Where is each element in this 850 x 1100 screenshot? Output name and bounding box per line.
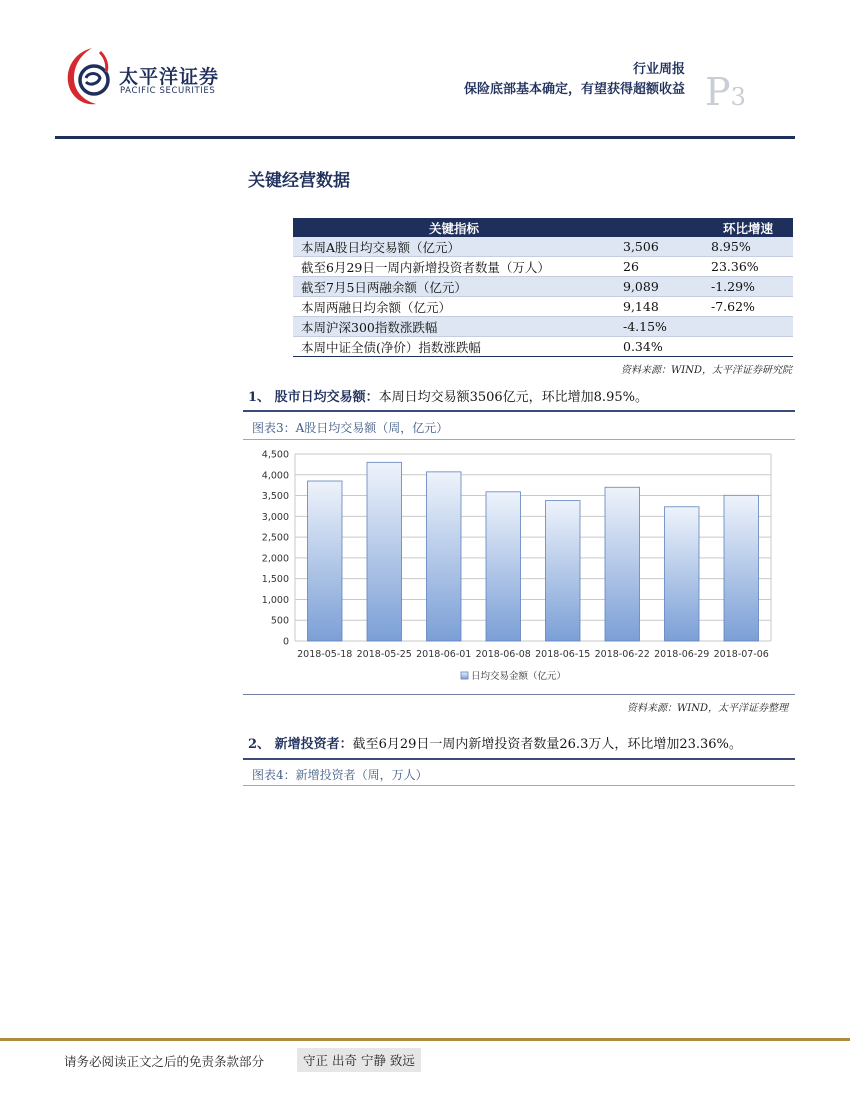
table-row — [293, 317, 793, 337]
footer-motto: 守正 出奇 宁静 致远 — [297, 1048, 421, 1072]
x-tick-label: 2018-06-22 — [594, 649, 650, 660]
paragraph-trading-volume — [248, 386, 648, 405]
paragraph-text: 截至6月29日一周内新增投资者数量26.3万人，环比增加23.36%。 — [352, 737, 742, 752]
indicator-cell: 本周中证全债(净价）指数涨跌幅 — [293, 337, 615, 357]
chart-gridlines — [295, 454, 771, 641]
figure4-caption: 图表4：新增投资者（周，万人） — [252, 768, 428, 782]
table-row — [293, 337, 793, 357]
section-title: 关键经营数据 — [248, 171, 350, 191]
brand-name-cn: 太平洋证券 — [119, 66, 220, 88]
change-cell: 8.95% — [703, 237, 793, 257]
logo-icon — [62, 44, 114, 108]
table-row — [293, 257, 793, 277]
value-cell: 26 — [615, 257, 703, 277]
value-cell: 0.34% — [615, 337, 703, 357]
y-tick-label: 4,000 — [261, 470, 289, 482]
bar — [367, 462, 402, 641]
value-cell: 9,148 — [615, 297, 703, 317]
change-cell — [703, 317, 793, 337]
y-tick-label: 1,500 — [261, 574, 289, 586]
indicator-cell: 截至7月5日两融余额（亿元） — [293, 277, 615, 297]
key-data-table — [293, 218, 793, 357]
page-number — [705, 72, 746, 117]
figure4-top-rule — [243, 758, 795, 760]
y-tick-label: 1,000 — [261, 594, 289, 606]
page-letter: P — [705, 70, 731, 114]
chart-source: 资料来源：WIND，太平洋证券整理 — [627, 703, 788, 714]
header-divider — [55, 136, 795, 139]
y-tick-label: 2,000 — [261, 553, 289, 565]
x-tick-label: 2018-06-08 — [475, 649, 531, 660]
report-title: 保险底部基本确定，有望获得超额收益 — [463, 82, 685, 97]
y-tick-label: 0 — [282, 636, 289, 648]
footer-disclaimer: 请务必阅读正文之后的免责条款部分 — [64, 1054, 265, 1069]
table-row — [293, 237, 793, 257]
x-tick-label: 2018-07-06 — [713, 649, 769, 660]
header-value — [615, 218, 703, 237]
paragraph-text: 本周日均交易额3506亿元，环比增加8.95%。 — [378, 390, 648, 405]
x-tick-label: 2018-05-25 — [356, 649, 412, 660]
x-tick-label: 2018-06-15 — [535, 649, 591, 660]
table-source: 资料来源：WIND，太平洋证券研究院 — [621, 365, 792, 376]
legend-swatch — [461, 672, 468, 679]
indicator-cell: 截至6月29日一周内新增投资者数量（万人） — [293, 257, 615, 277]
table-row — [293, 277, 793, 297]
table-header-row — [293, 218, 793, 237]
table-row — [293, 297, 793, 317]
value-cell: 3,506 — [615, 237, 703, 257]
bar — [664, 507, 699, 641]
header-change: 环比增速 — [703, 218, 793, 237]
page-digit: 3 — [730, 83, 746, 111]
figure3-separator — [243, 439, 795, 440]
report-type: 行业周报 — [632, 62, 685, 77]
change-cell — [703, 337, 793, 357]
trading-volume-bar-chart — [243, 443, 795, 693]
value-cell: 9,089 — [615, 277, 703, 297]
brand-name-en: PACIFIC SECURITIES — [120, 86, 216, 96]
bar — [486, 492, 521, 641]
y-tick-label: 4,500 — [261, 449, 289, 461]
paragraph-label: 1、 股市日均交易额： — [248, 390, 379, 405]
x-tick-label: 2018-06-01 — [416, 649, 472, 660]
paragraph-label: 2、 新增投资者： — [248, 737, 353, 752]
footer-divider — [0, 1038, 850, 1041]
value-cell: -4.15% — [615, 317, 703, 337]
header-indicator: 关键指标 — [293, 218, 615, 237]
bar — [426, 472, 461, 641]
y-tick-label: 2,500 — [261, 532, 289, 544]
indicator-cell: 本周沪深300指数涨跌幅 — [293, 317, 615, 337]
chart-legend — [461, 670, 566, 682]
chart-x-axis — [297, 649, 769, 660]
figure3-caption: 图表3：A股日均交易额（周，亿元） — [252, 421, 449, 435]
figure3-bottom-rule — [243, 694, 795, 695]
change-cell: -7.62% — [703, 297, 793, 317]
x-tick-label: 2018-05-18 — [297, 649, 353, 660]
bar — [545, 501, 580, 641]
y-tick-label: 3,500 — [261, 491, 289, 503]
y-tick-label: 500 — [270, 615, 289, 627]
chart-y-axis — [262, 450, 289, 648]
change-cell: 23.36% — [703, 257, 793, 277]
indicator-cell: 本周两融日均余额（亿元） — [293, 297, 615, 317]
x-tick-label: 2018-06-29 — [654, 649, 710, 660]
figure3-top-rule — [243, 410, 795, 412]
paragraph-new-investors — [248, 733, 742, 752]
indicator-cell: 本周A股日均交易额（亿元） — [293, 237, 615, 257]
y-tick-label: 3,000 — [261, 511, 289, 523]
bar — [307, 481, 342, 641]
bar — [724, 495, 759, 641]
change-cell: -1.29% — [703, 277, 793, 297]
chart-bars — [307, 462, 758, 641]
figure4-separator — [243, 785, 795, 786]
bar — [605, 487, 640, 641]
legend-label: 日均交易金额（亿元） — [471, 671, 567, 682]
